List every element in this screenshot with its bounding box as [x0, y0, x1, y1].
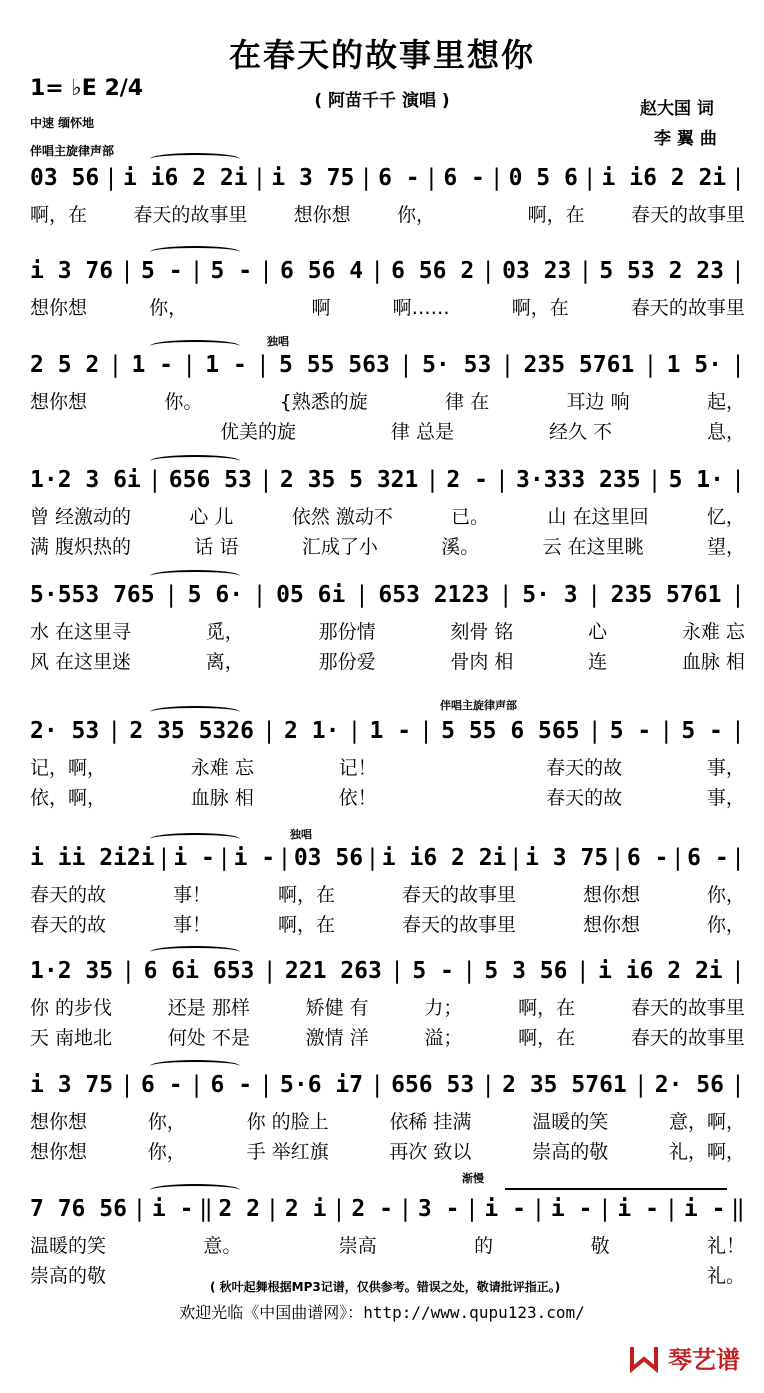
lyric-word: 啊…… [392, 297, 450, 319]
note-group: i i6 2 2i [122, 165, 248, 191]
note-group: i - [484, 1196, 526, 1222]
notation-row [30, 1072, 745, 1098]
lyric-line [30, 505, 745, 529]
note-group: i i6 2 2i [601, 165, 727, 191]
note-group: 6 - [443, 165, 485, 191]
lyric-line [30, 620, 745, 644]
note-group: 03 56 [293, 845, 364, 871]
barline: | [731, 845, 745, 871]
barline: | [597, 1196, 612, 1222]
note-group: 6 - [687, 845, 729, 871]
barline: | [670, 845, 685, 871]
notation-row [30, 258, 745, 284]
barline: | [359, 165, 374, 191]
lyric-word: 依稀 挂满 [389, 1111, 472, 1133]
lyric-word: 你 的脸上 [246, 1111, 329, 1133]
note-group: 2 35 5326 [129, 718, 254, 744]
lyric-word: 春天的故 [546, 757, 623, 779]
note-group: 2 - [446, 467, 488, 493]
page-title: 在春天的故事里想你 [228, 36, 535, 74]
lyric-word: 风 在这里迷 [30, 651, 132, 673]
barline: | [256, 352, 270, 378]
lyric-word: 你 的步伐 [30, 997, 113, 1019]
lyric-word: 依然 激动不 [291, 506, 393, 528]
barline: | [259, 258, 273, 284]
tempo-marking: 中速 缅怀地 [30, 116, 95, 130]
barline: | [633, 1072, 648, 1098]
note-group: i ii 2i2i [30, 845, 155, 871]
note-group: 221 263 [284, 958, 382, 984]
lyric-word: 崇高的敬 [30, 1265, 107, 1287]
note-group: 653 2123 [378, 582, 490, 608]
lyric-word: 意，啊， [668, 1111, 745, 1133]
ritardando-line [505, 1188, 727, 1190]
slur-mark [150, 455, 240, 467]
notation-row [30, 165, 745, 191]
note-group: 2 i [284, 1196, 327, 1222]
lyric-word: 礼，啊， [668, 1141, 745, 1163]
lyric-word: 你， [147, 1141, 186, 1163]
lyric-word: 依！ [338, 787, 377, 809]
lyric-word: 溢； [424, 1027, 463, 1049]
slur-mark [150, 153, 240, 165]
lyric-word: 连 [588, 651, 608, 673]
note-group: 656 53 [391, 1072, 475, 1098]
barline: | [217, 845, 232, 871]
lyric-line [30, 1234, 745, 1258]
lyric-word: 想你想 [582, 884, 640, 906]
lyric-line [30, 296, 745, 320]
lyric-word: 水 在这里寻 [30, 621, 132, 643]
lyric-word: 事， [706, 757, 745, 779]
lyric-word: 骨肉 相 [450, 651, 514, 673]
slowing-mark: 渐慢 [462, 1172, 484, 1185]
lyric-word: 春天的故 [546, 787, 623, 809]
barline: | [647, 467, 662, 493]
lyric-word: 心 [588, 621, 608, 643]
lyric-word: 离， [205, 651, 244, 673]
lyric-word: 记，啊， [30, 757, 107, 779]
lyric-word: 你， [396, 204, 435, 226]
slur-mark [150, 340, 240, 352]
lyric-word: 望， [706, 536, 745, 558]
note-group: 6 - [378, 165, 420, 191]
barline: | [252, 582, 267, 608]
notation-row [30, 352, 745, 378]
lyric-word: 你， [706, 914, 745, 936]
barline: | [500, 352, 515, 378]
note-group: 03 23 [502, 258, 572, 284]
note-group: 5·553 765 [30, 582, 155, 608]
lyric-word: 你， [149, 297, 188, 319]
lyric-line [30, 1140, 745, 1164]
lyric-word: 春天的故 [30, 914, 107, 936]
barline: | [731, 165, 745, 191]
notation-row [30, 718, 745, 744]
lyric-word: 血脉 相 [681, 651, 745, 673]
lyric-word: 再次 致以 [389, 1141, 472, 1163]
barline: | [731, 352, 745, 378]
barline: | [610, 845, 625, 871]
barline: | [730, 718, 745, 744]
transcriber-note: ( 秋叶起舞根据MP3记谱，仅供参考。错误之处，敬请批评指正。) [210, 1280, 561, 1294]
lyric-word: 那份爱 [318, 651, 376, 673]
key-signature: 1= ♭E 2/4 [30, 76, 144, 101]
note-group: i - [173, 845, 215, 871]
barline: | [508, 845, 523, 871]
accompany-label: 伴唱主旋律声部 [30, 144, 115, 158]
lyric-word: 想你想 [30, 297, 88, 319]
barline: | [132, 1196, 147, 1222]
lyric-word: 事！ [172, 884, 211, 906]
barline: | [730, 958, 745, 984]
note-group: 2 35 5 321 [279, 467, 419, 493]
barline: | [578, 258, 593, 284]
barline: | [189, 258, 204, 284]
lyric-word: 息， [706, 421, 745, 443]
barline: | [120, 1072, 134, 1098]
note-group: i 3 75 [271, 165, 355, 191]
notation-row [30, 845, 745, 871]
lyric-word: 啊，在 [518, 1027, 576, 1049]
lyric-word: 春天的故事里 [630, 997, 745, 1019]
lyric-word: 曾 经激动的 [30, 506, 132, 528]
slur-mark [150, 1184, 240, 1196]
barline: | [398, 1196, 413, 1222]
barline: | [157, 845, 171, 871]
barline: | [495, 467, 509, 493]
note-group: 6 56 2 [391, 258, 475, 284]
barline: | [489, 165, 504, 191]
lyric-word: 想你想 [293, 204, 351, 226]
lyric-word: 经久 不 [548, 421, 612, 443]
lyric-word: 忆， [706, 506, 745, 528]
performer-line: ( 阿苗千千 演唱 ) [314, 91, 450, 111]
lyric-word: 意。 [203, 1235, 242, 1257]
note-group: 235 5761 [610, 582, 722, 608]
barline: | [182, 352, 197, 378]
lyric-word: 春天的故事里 [133, 204, 248, 226]
lyric-word: 啊 [311, 297, 331, 319]
lyric-word: 事！ [172, 914, 211, 936]
note-group: 5· 53 [422, 352, 492, 378]
lyric-line [30, 786, 745, 810]
lyric-word: 那份情 [318, 621, 376, 643]
lyric-word: 血脉 相 [190, 787, 254, 809]
lyric-word: 律 总是 [390, 421, 454, 443]
barline: | [462, 958, 477, 984]
note-group: 1 5· [666, 352, 722, 378]
barline: | [731, 1072, 745, 1098]
barline: | [262, 718, 276, 744]
barline: | [120, 258, 134, 284]
note-group: 5 - [412, 958, 454, 984]
lyric-line [30, 913, 745, 937]
footer-url[interactable]: 欢迎光临《中国曲谱网》：http://www.qupu123.com/ [179, 1303, 585, 1322]
lyric-line [30, 756, 745, 780]
lyric-word: 优美的旋 [219, 421, 296, 443]
barline: | [262, 958, 277, 984]
barline: | [331, 1196, 346, 1222]
site-logo [628, 1340, 740, 1375]
lyric-word: 你， [706, 884, 745, 906]
note-group: 1 - [369, 718, 412, 744]
note-group: 5 1· [668, 467, 724, 493]
barline: | [252, 165, 267, 191]
lyric-word: 想你想 [30, 1141, 88, 1163]
note-group: 5 3 56 [484, 958, 568, 984]
note-group: 5 55 6 565 [441, 718, 580, 744]
barline: | [399, 352, 413, 378]
barline: | [575, 958, 590, 984]
lyric-word: 春天的故事里 [630, 204, 745, 226]
note-group: 5 - [681, 718, 723, 744]
note-group: 5 - [210, 258, 253, 284]
lyric-word: 记！ [338, 757, 377, 779]
lyric-word: 啊，在 [518, 997, 576, 1019]
lyric-word: 依，啊， [30, 787, 107, 809]
lyric-word: 春天的故事里 [401, 884, 516, 906]
barline: ‖ [730, 1196, 745, 1222]
note-group: 6 56 4 [280, 258, 364, 284]
lyric-word: 何处 不是 [167, 1027, 250, 1049]
solo-mark: 独唱 [267, 335, 289, 348]
lyric-word: 想你想 [30, 1111, 88, 1133]
barline: | [258, 467, 273, 493]
note-group: 1·2 3 6i [30, 467, 141, 493]
note-group: i - [151, 1196, 194, 1222]
barline: | [265, 1196, 280, 1222]
lyric-word: 激情 洋 [305, 1027, 369, 1049]
note-group: i - [233, 845, 276, 871]
barline: | [731, 582, 745, 608]
barline: | [481, 258, 496, 284]
notation-row [30, 958, 745, 984]
lyric-line [30, 420, 745, 444]
note-group: 2 1· [284, 718, 340, 744]
barline: | [419, 718, 434, 744]
lyric-word: 你， [147, 1111, 186, 1133]
lyric-word: 啊，在 [277, 884, 335, 906]
note-group: 5 6· [187, 582, 244, 608]
note-group: 6 - [626, 845, 669, 871]
note-group: 2 2 [218, 1196, 260, 1222]
lyric-word: 耳边 响 [566, 391, 630, 413]
note-group: 2 35 5761 [502, 1072, 627, 1098]
lyric-line [30, 203, 745, 227]
barline: | [531, 1196, 546, 1222]
notation-row [30, 1196, 745, 1222]
lyric-line [30, 1110, 745, 1134]
lyric-line [30, 883, 745, 907]
barline: | [659, 718, 674, 744]
lyric-word: 满 腹炽热的 [30, 536, 132, 558]
barline: | [425, 467, 440, 493]
barline: | [108, 352, 123, 378]
barline: | [354, 582, 369, 608]
note-group: i i6 2 2i [598, 958, 723, 984]
lyric-word: 春天的故事里 [630, 297, 745, 319]
note-group: 5·6 i7 [280, 1072, 364, 1098]
barline: | [424, 165, 439, 191]
lyric-line [30, 996, 745, 1020]
barline: | [164, 582, 179, 608]
barline: | [104, 165, 119, 191]
lyric-word: 春天的故事里 [630, 1027, 745, 1049]
barline: | [643, 352, 658, 378]
notation-row [30, 582, 745, 608]
barline: | [277, 845, 292, 871]
lyric-word: 温暖的笑 [532, 1111, 609, 1133]
note-group: 6 6i 653 [143, 958, 255, 984]
barline: | [731, 467, 745, 493]
accompany-mark: 伴唱主旋律声部 [440, 699, 517, 712]
slur-mark [150, 246, 240, 258]
barline: | [370, 258, 385, 284]
slur-mark [150, 833, 240, 845]
note-group: 1 - [131, 352, 174, 378]
note-group: 2 5 2 [30, 352, 100, 378]
lyric-word: 永难 忘 [681, 621, 745, 643]
note-group: i - [683, 1196, 726, 1222]
note-group: 2· 56 [654, 1072, 724, 1098]
lyric-word: 敬 [590, 1235, 610, 1257]
lyricist: 赵大国 词 [640, 99, 714, 119]
note-group: 03 56 [30, 165, 100, 191]
note-group: i i6 2 2i [381, 845, 507, 871]
note-group: i 3 75 [525, 845, 609, 871]
lyric-word: 啊，在 [511, 297, 569, 319]
note-group: 3 - [417, 1196, 460, 1222]
barline: | [582, 165, 597, 191]
note-group: 05 6i [276, 582, 346, 608]
barline: | [147, 467, 162, 493]
notation-row [30, 467, 745, 493]
lyric-word: 事， [706, 787, 745, 809]
lyric-word: 云 在这里眺 [542, 536, 644, 558]
lyric-word: 心 儿 [189, 506, 234, 528]
lyric-line [30, 650, 745, 674]
lyric-word: 刻骨 铭 [450, 621, 514, 643]
lyric-word: 你。 [164, 391, 203, 413]
slur-mark [150, 570, 240, 582]
barline: | [587, 718, 602, 744]
lyric-word: {熟悉的旋 [279, 391, 368, 413]
note-group: 5 - [141, 258, 183, 284]
note-group: 6 - [141, 1072, 183, 1098]
lyric-line [30, 535, 745, 559]
barline: | [464, 1196, 479, 1222]
barline: | [365, 845, 380, 871]
lyric-word: 的 [474, 1235, 494, 1257]
note-group: i - [550, 1196, 593, 1222]
barline: | [390, 958, 405, 984]
logo-text: 琴艺谱 [668, 1346, 740, 1374]
slur-mark [150, 946, 240, 958]
note-group: 5· 3 [522, 582, 578, 608]
lyric-word: 手 举红旗 [246, 1141, 329, 1163]
note-group: 1 - [205, 352, 247, 378]
solo-mark: 独唱 [290, 828, 312, 841]
lyric-word: 春天的故 [30, 884, 107, 906]
lyric-word: 律 在 [445, 391, 490, 413]
barline: | [347, 718, 362, 744]
lyric-word: 想你想 [30, 391, 88, 413]
lyric-word: 矫健 有 [305, 997, 369, 1019]
lyric-word: 山 在这里回 [547, 506, 649, 528]
lyric-word: 还是 那样 [167, 997, 250, 1019]
lyric-word: 春天的故事里 [401, 914, 516, 936]
note-group: i 3 76 [30, 258, 114, 284]
lyric-line [30, 390, 745, 414]
lyric-word: 啊，在 [527, 204, 585, 226]
barline: | [121, 958, 136, 984]
barline: | [370, 1072, 385, 1098]
note-group: 7 76 56 [30, 1196, 127, 1222]
barline: ‖ [198, 1196, 213, 1222]
note-group: 6 - [210, 1072, 253, 1098]
lyric-word: 永难 忘 [190, 757, 254, 779]
slur-mark [150, 706, 240, 718]
note-group: i - [617, 1196, 659, 1222]
barline: | [498, 582, 513, 608]
note-group: 5 55 563 [279, 352, 390, 378]
note-group: 656 53 [168, 467, 252, 493]
note-group: 0 5 6 [508, 165, 578, 191]
lyric-word: 崇高 [338, 1235, 377, 1257]
barline: | [481, 1072, 496, 1098]
lyric-word: 礼！ [706, 1235, 745, 1257]
note-group: 2· 53 [30, 718, 100, 744]
lyric-line [30, 1026, 745, 1050]
note-group: 5 - [609, 718, 652, 744]
logo-mark-icon [628, 1343, 662, 1373]
lyric-word: 啊，在 [277, 914, 335, 936]
lyric-word: 天 南地北 [30, 1027, 113, 1049]
barline: | [731, 258, 745, 284]
note-group: i 3 75 [30, 1072, 114, 1098]
lyric-word: 话 语 [194, 536, 239, 558]
note-group: 1·2 35 [30, 958, 114, 984]
lyric-word: 溪。 [441, 536, 480, 558]
barline: | [587, 582, 602, 608]
lyric-word: 力； [424, 997, 463, 1019]
lyric-word: 想你想 [582, 914, 640, 936]
lyric-word: 崇高的敬 [532, 1141, 609, 1163]
lyric-word: 礼。 [706, 1265, 745, 1287]
lyric-word: 觅， [205, 621, 244, 643]
composer: 李 翼 曲 [654, 129, 717, 149]
slur-mark [150, 1060, 240, 1072]
note-group: 235 5761 [523, 352, 635, 378]
lyric-word: 温暖的笑 [30, 1235, 107, 1257]
lyric-word: 已。 [451, 506, 490, 528]
lyric-word: 啊，在 [30, 204, 88, 226]
note-group: 2 - [351, 1196, 393, 1222]
barline: | [664, 1196, 679, 1222]
note-group: 5 53 2 23 [599, 258, 724, 284]
barline: | [107, 718, 122, 744]
lyric-word: 起， [706, 391, 745, 413]
note-group: 3·333 235 [515, 467, 641, 493]
lyric-word: 汇成了小 [301, 536, 378, 558]
barline: | [259, 1072, 273, 1098]
barline: | [189, 1072, 204, 1098]
